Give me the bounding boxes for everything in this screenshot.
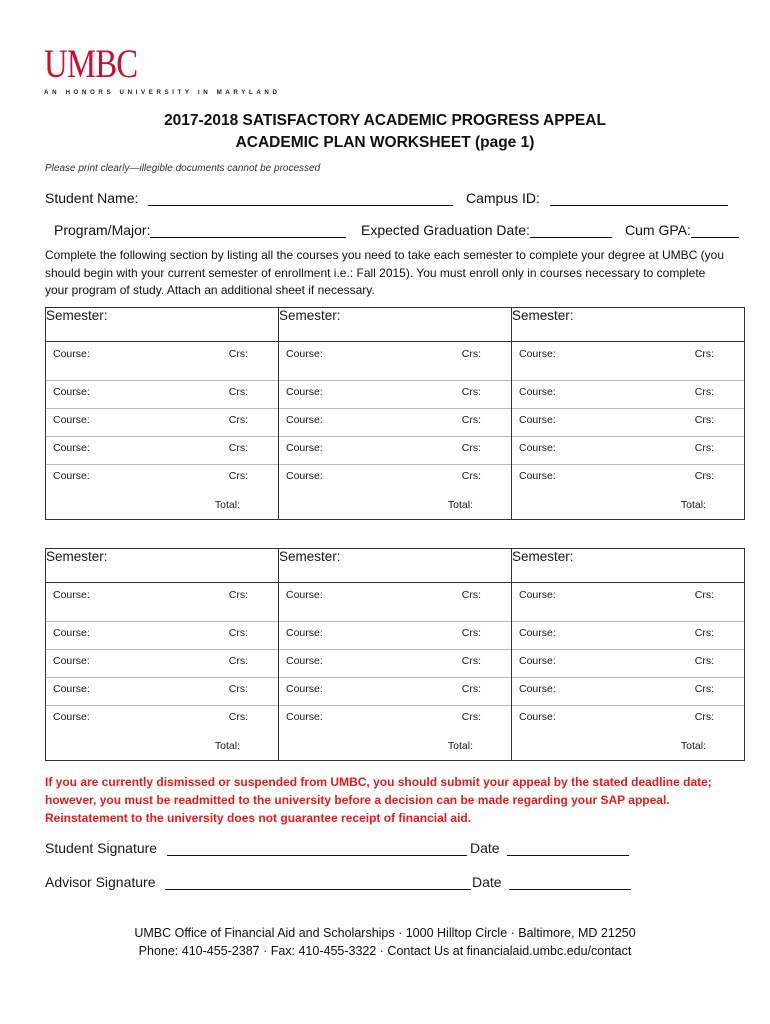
- course-row[interactable]: Course: Crs:: [279, 621, 511, 650]
- course-row[interactable]: Course: Crs:: [286, 711, 481, 723]
- course-row[interactable]: Course: Crs:: [512, 342, 744, 381]
- course-row[interactable]: Course: Crs:: [279, 342, 511, 381]
- logo-tagline: AN HONORS UNIVERSITY IN MARYLAND: [44, 89, 281, 96]
- semester-cell[interactable]: Semester:: [46, 308, 279, 342]
- form-title: 2017-2018 SATISFACTORY ACADEMIC PROGRESS APPEAL: [164, 112, 606, 129]
- course-row[interactable]: Course: Crs:: [53, 711, 248, 723]
- course-row[interactable]: Course: Crs:: [46, 649, 278, 678]
- course-row[interactable]: Course: Crs:: [279, 380, 511, 409]
- course-row[interactable]: Course: Crs:: [512, 583, 744, 622]
- advisor-signature-label: Advisor Signature: [45, 874, 156, 890]
- semester-cell[interactable]: Semester:: [512, 549, 745, 583]
- course-row[interactable]: Course: Crs:: [46, 408, 278, 437]
- course-column[interactable]: [512, 342, 745, 520]
- total-label: Total:: [447, 740, 473, 752]
- course-row[interactable]: Course: Crs:: [279, 649, 511, 678]
- course-column[interactable]: [46, 583, 279, 761]
- cum-gpa-field[interactable]: [625, 222, 739, 238]
- course-row[interactable]: Course: Crs:: [512, 436, 744, 465]
- campus-id-field[interactable]: [466, 190, 728, 206]
- course-row[interactable]: Course: Crs:: [512, 649, 744, 678]
- course-column[interactable]: [279, 342, 512, 520]
- advisor-signature-field[interactable]: [45, 874, 471, 890]
- semester-cell[interactable]: Semester:: [279, 308, 512, 342]
- course-row[interactable]: Course: Crs:: [46, 583, 278, 622]
- course-row[interactable]: Course: Crs:: [512, 380, 744, 409]
- footer-contact: Phone: 410-455-2387 · Fax: 410-455-3322 · Contact Us at financialaid.umbc.edu/contact: [138, 944, 632, 958]
- campus-id-label: Campus ID:: [466, 190, 540, 206]
- student-date-label: Date: [470, 840, 500, 856]
- logo-wordmark: UMBC: [44, 41, 138, 86]
- course-row[interactable]: Course: Crs:: [519, 470, 714, 482]
- total-label: Total:: [680, 740, 706, 752]
- print-clearly-note: Please print clearly—illegible documents cannot be processed: [45, 163, 321, 174]
- course-row[interactable]: Course: Crs:: [279, 408, 511, 437]
- student-name-line[interactable]: [148, 191, 453, 206]
- total-label: Total:: [214, 740, 240, 752]
- advisor-signature-line[interactable]: [165, 875, 471, 890]
- student-date-line[interactable]: [507, 841, 629, 856]
- readmission-warning: If you are currently dismissed or suspended from UMBC, you should submit your appeal by the stated deadline date; however, you must be readmitted to the university before a decision can be made regarding your SAP appeal. Reinstatement to the university does not guarantee receipt of financial aid.: [45, 775, 712, 825]
- campus-id-line[interactable]: [550, 191, 728, 206]
- course-row[interactable]: Course: Crs:: [512, 621, 744, 650]
- semester-cell[interactable]: Semester:: [46, 549, 279, 583]
- instructions: Complete the following section by listing all the courses you need to take each semester to complete your degree at UMBC (you should begin with your current semester of enrollment i.e.: Fall 2015). You must enroll only in courses necessary to complete your program of study. Attach an additional sheet if necessary.: [45, 248, 725, 297]
- advisor-date-field[interactable]: [472, 874, 631, 890]
- course-row[interactable]: Course: Crs:: [46, 380, 278, 409]
- semester-table-1: [45, 307, 745, 520]
- student-name-label: Student Name:: [45, 190, 139, 206]
- course-row[interactable]: Course: Crs:: [286, 470, 481, 482]
- course-row[interactable]: Course: Crs:: [279, 677, 511, 706]
- student-name-field[interactable]: [45, 190, 453, 206]
- course-column[interactable]: [512, 583, 745, 761]
- graduation-date-label: Expected Graduation Date:: [361, 222, 530, 238]
- student-signature-field[interactable]: [45, 840, 467, 856]
- course-row[interactable]: Course: Crs:: [512, 408, 744, 437]
- semester-table-2: [45, 548, 745, 761]
- course-row[interactable]: Course: Crs:: [46, 677, 278, 706]
- student-signature-label: Student Signature: [45, 840, 158, 856]
- semester-cell[interactable]: Semester:: [279, 549, 512, 583]
- advisor-date-label: Date: [472, 874, 502, 890]
- course-row[interactable]: Course: Crs:: [46, 621, 278, 650]
- total-label: Total:: [447, 499, 473, 511]
- program-major-field[interactable]: [54, 222, 346, 238]
- program-major-line[interactable]: [150, 223, 346, 238]
- course-row[interactable]: Course: Crs:: [53, 470, 248, 482]
- course-row[interactable]: Course: Crs:: [279, 583, 511, 622]
- course-column[interactable]: [46, 342, 279, 520]
- student-signature-line[interactable]: [167, 841, 467, 856]
- course-column[interactable]: [279, 583, 512, 761]
- course-row[interactable]: Course: Crs:: [46, 436, 278, 465]
- footer-address: UMBC Office of Financial Aid and Scholarships · 1000 Hilltop Circle · Baltimore, MD 21250: [134, 926, 636, 940]
- course-row[interactable]: Course: Crs:: [279, 436, 511, 465]
- student-date-field[interactable]: [470, 840, 629, 856]
- total-label: Total:: [680, 499, 706, 511]
- program-major-label: Program/Major:: [54, 222, 151, 238]
- course-row[interactable]: Course: Crs:: [512, 677, 744, 706]
- cum-gpa-line[interactable]: [691, 223, 739, 238]
- umbc-logo: [44, 41, 281, 96]
- advisor-date-line[interactable]: [509, 875, 631, 890]
- total-label: Total:: [214, 499, 240, 511]
- graduation-date-line[interactable]: [530, 223, 612, 238]
- course-row[interactable]: Course: Crs:: [46, 342, 278, 381]
- cum-gpa-label: Cum GPA:: [625, 222, 691, 238]
- graduation-date-field[interactable]: [361, 222, 612, 238]
- form-subtitle: ACADEMIC PLAN WORKSHEET (page 1): [235, 134, 535, 151]
- semester-cell[interactable]: Semester:: [512, 308, 745, 342]
- course-row[interactable]: Course: Crs:: [519, 711, 714, 723]
